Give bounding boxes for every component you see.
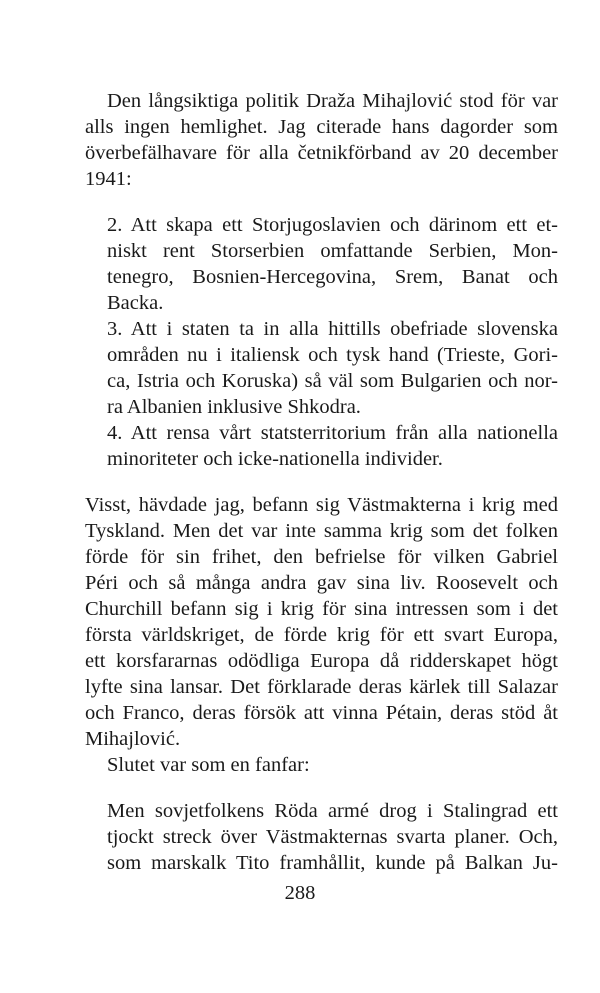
text-line: 3. Att i staten ta in alla hittills obefriade slovenska xyxy=(107,318,558,340)
text-line: Visst, hävdade jag, befann sig Västmakterna i krig med xyxy=(85,494,558,516)
text-line: Mihajlović. xyxy=(85,728,181,750)
text-line: lyfte sina lansar. Det förklarade deras kärlek till Salazar xyxy=(85,676,558,698)
text-line: Slutet var som en fanfar: xyxy=(107,754,310,776)
text-line: Backa. xyxy=(107,292,164,314)
text-line: ra Albanien inklusive Shkodra. xyxy=(107,396,361,418)
text-line: tenegro, Bosnien-Hercegovina, Srem, Banat och xyxy=(107,266,558,288)
text-line: ett korsfararnas odödliga Europa då ridderskapet högt xyxy=(85,650,558,672)
text-line: Péri och så många andra gav sina liv. Roosevelt och xyxy=(85,572,558,594)
text-line: Den långsiktiga politik Draža Mihajlović stod för var xyxy=(107,90,558,112)
text-line: överbefälhavare för alla četnikförband av 20 december xyxy=(85,142,558,164)
text-line: alls ingen hemlighet. Jag citerade hans dagorder som xyxy=(85,116,558,138)
text-line: förde för sin frihet, den befrielse för vilken Gabriel xyxy=(85,546,558,568)
text-line: Men sovjetfolkens Röda armé drog i Stalingrad ett xyxy=(107,800,558,822)
text-line: 4. Att rensa vårt statsterritorium från alla nationella xyxy=(107,422,558,444)
text-line: områden nu i italiensk och tysk hand (Trieste, Gori- xyxy=(107,344,558,366)
text-line: niskt rent Storserbien omfattande Serbien, Mon- xyxy=(107,240,558,262)
text-line: 2. Att skapa ett Storjugoslavien och därinom ett et- xyxy=(107,214,558,236)
text-line: ca, Istria och Koruska) så väl som Bulgarien och nor- xyxy=(107,370,558,392)
text-line: och Franco, deras försök att vinna Pétain, deras stöd åt xyxy=(85,702,558,724)
text-line: som marskalk Tito framhållit, kunde på Balkan Ju- xyxy=(107,852,558,874)
page-number: 288 xyxy=(284,882,316,904)
text-line: tjockt streck över Västmakternas svarta planer. Och, xyxy=(107,826,558,848)
text-line: Tyskland. Men det var inte samma krig som det folken xyxy=(85,520,558,542)
text-line: 1941: xyxy=(85,168,132,190)
text-line: första världskriget, de förde krig för ett svart Europa, xyxy=(85,624,558,646)
text-line: Churchill befann sig i krig för sina intressen som i det xyxy=(85,598,558,620)
text-line: minoriteter och icke-nationella individer. xyxy=(107,448,443,470)
